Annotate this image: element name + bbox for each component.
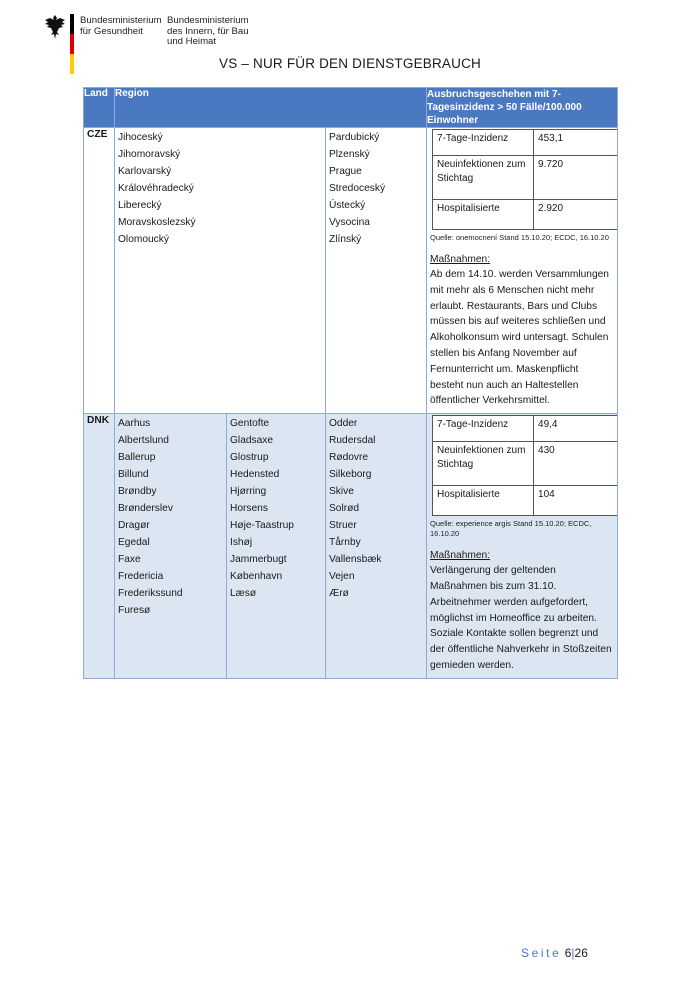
stat-value: 104 [534, 486, 618, 516]
header-outbreak: Ausbruchsgeschehen mit 7-Tagesinzidenz > 50 Fälle/100.000 Einwohner [427, 88, 618, 128]
region-column-2: Pardubický Plzenský Prague Stredoceský Ústecký Vysocina Zlínský [326, 128, 427, 414]
measures-heading: Maßnahmen: [430, 550, 491, 562]
stat-value: 453,1 [534, 130, 618, 156]
stat-value: 2.920 [534, 200, 618, 230]
stat-label: Neuinfektionen zum Stichtag [433, 156, 534, 200]
stat-label: 7-Tage-Inzidenz [433, 416, 534, 442]
stats-table [432, 129, 618, 230]
classification-title: VS – NUR FÜR DEN DIENSTGEBRAUCH [219, 56, 481, 71]
ministry-health-label: Bundesministerium für Gesundheit [80, 15, 162, 37]
footer-page-word: Seite [521, 946, 562, 960]
source-note: Quelle: onemocnení Stand 15.10.20; ECDC, 16.10.20 [430, 233, 609, 242]
country-code: CZE [84, 128, 115, 414]
table-row-cze [84, 128, 618, 414]
region-column-2: Gentofte Gladsaxe Glostrup Hedensted Hjørring Horsens Høje-Taastrup Ishøj Jammerbugt København Læsø [227, 414, 326, 679]
outbreak-info-cze [427, 128, 618, 414]
region-column-1: Aarhus Albertslund Ballerup Billund Brøndby Brønderslev Dragør Egedal Faxe Fredericia Frederikssund Furesø [115, 414, 227, 679]
header-region: Region [115, 88, 427, 128]
stat-label: Hospitalisierte [433, 486, 534, 516]
ministry-interior-label: Bundesministerium des Innern, für Bau und Heimat [167, 15, 249, 47]
stat-value: 9.720 [534, 156, 618, 200]
measures-heading: Maßnahmen: [430, 254, 491, 265]
stat-label: 7-Tage-Inzidenz [433, 130, 534, 156]
stat-label: Hospitalisierte [433, 200, 534, 230]
country-code: DNK [84, 414, 115, 679]
region-column-3: Odder Rudersdal Rødovre Silkeborg Skive Solrød Struer Tårnby Vallensbæk Vejen Ærø [326, 414, 427, 679]
footer-page-number: 6 [564, 946, 572, 960]
source-note: Quelle: experience argis Stand 15.10.20; ECDC, 16.10.20 [430, 519, 592, 539]
federal-eagle-icon [44, 14, 66, 40]
header-land: Land [84, 88, 115, 128]
stat-value: 49,4 [534, 416, 618, 442]
measures-text: Ab dem 14.10. werden Versammlungen mit mehr als 6 Menschen nicht mehr erlaubt. Restaurants, Bars und Clubs müssen bis auf weiteres schließen und Alkoholkonsum wird untersagt. Schulen stellen bis Anfang November auf Fernunterricht um. Maskenpflicht besteht nun auch an Haltestellen öffentlicher Verkehrsmittel. [430, 269, 609, 407]
stat-value: 430 [534, 442, 618, 486]
outbreak-table [83, 87, 618, 679]
stats-table [432, 415, 618, 516]
measures-text: Verlängerung der geltenden Maßnahmen bis zum 31.10. Arbeitnehmer werden aufgefordert, möglichst im Homeoffice zu arbeiten. Soziale Kontakte sollen begrenzt und der öffentliche Nahverkehr in Stoßzeiten gemieden werden. [430, 565, 612, 671]
page-footer [521, 946, 588, 960]
region-column-1: Jihoceský Jihomoravský Karlovarský Královéhradecký Liberecký Moravskoslezský Olomoucký [115, 128, 326, 414]
footer-page-total: 26 [574, 946, 588, 960]
table-row-dnk [84, 414, 618, 679]
outbreak-info-dnk [427, 414, 618, 679]
stat-label: Neuinfektionen zum Stichtag [433, 442, 534, 486]
footer-separator: | [571, 946, 575, 960]
table-header-row [84, 88, 618, 128]
